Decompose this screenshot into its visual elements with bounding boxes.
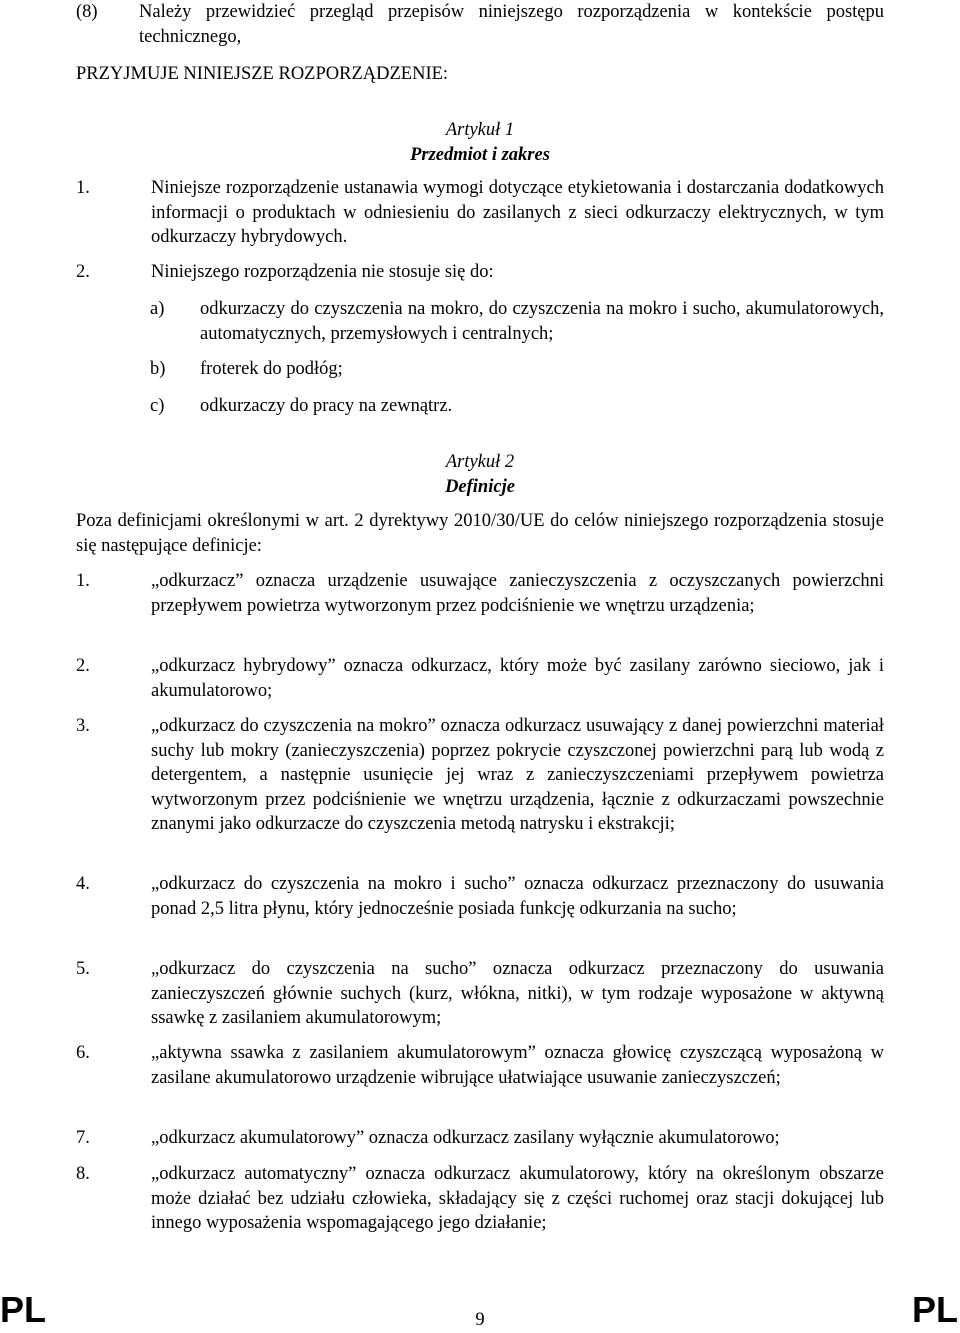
article-2-title: Definicje: [445, 477, 515, 497]
page-number: 9: [475, 1310, 485, 1330]
article-1-heading: Artykuł 1: [445, 120, 515, 140]
article-2-heading: Artykuł 2: [445, 452, 515, 472]
article-2-intro: Poza definicjami określonymi w art. 2 dyrektywy 2010/30/UE do celów niniejszego rozporządzenia stosuje się następujące definicje:: [76, 511, 884, 556]
recital-text: Należy przewidzieć przegląd przepisów niniejszego rozporządzenia w kontekście postępu technicznego,: [139, 2, 884, 47]
adoption-formula: PRZYJMUJE NINIEJSZE ROZPORZĄDZENIE:: [76, 64, 449, 84]
document-page: (8) Należy przewidzieć przegląd przepisów niniejszego rozporządzenia w kontekście postępu technicznego, PRZYJMUJE NINIEJSZE ROZPORZĄDZENIE: Artykuł 1 Przedmiot i zakres 1. Niniejsze rozporządzenie ustanawia wymogi dotyczące etykietowania i dostarczania dodatkowych informacji o produktach w odniesieniu do zasilanych z sieci odkurzaczy elektrycznych, w tym odkurzaczy hybrydowych. 2. Niniejszego rozporządzenia nie stosuje się do: a) odkurzaczy do czyszczenia na mokro, do czyszczenia na mokro i sucho, akumulatorowych, automatycznych, przemysłowych i centralnych; b) froterek do podłóg; c) odkurzaczy do pracy na zewnątrz. Artykuł 2 Definicje Poza definicjami określonymi w art. 2 dyrektywy 2010/30/UE do celów niniejszego rozporządzenia stosuje się następujące definicje: 1. „odkurzacz” oznacza urządzenie usuwające zanieczyszczenia z oczyszczanych powierzchni przepływem powietrza wytworzonym przez podciśnienie we wnętrzu urządzenia; 2. „odkurzacz hybrydowy” oznacza odkurzacz, który może być zasilany zarówno sieciowo, jak i akumulatorowo; 3. „odkurzacz do czyszczenia na mokro” oznacza odkurzacz usuwający z danej powierzchni materiał suchy lub mokry (zanieczyszczenia) poprzez pokrycie czyszczonej powierzchni parą lub wodą z detergentem, a następnie usunięcie jej wraz z zanieczyszczeniami przepływem powietrza wytworzonym przez podciśnienie we wnętrzu urządzenia, łącznie z odkurzaczami powszechnie znanymi jako odkurzacze do czyszczenia metodą natrysku i ekstrakcji; 4. „odkurzacz do czyszczenia na mokro i sucho” oznacza odkurzacz przeznaczony do usuwania ponad 2,5 litra płynu, który jednocześnie posiada funkcję odkurzania na sucho; 5. „odkurzacz do czyszczenia na sucho” oznacza odkurzacz przeznaczony do usuwania zanieczyszczeń głównie suchych (kurz, włókna, nitki), w tym rodzaje wyposażone w aktywną ssawkę z zasilaniem akumulatorowym; 6. „aktywna ssawka z zasilaniem akumulatorowym” oznacza głowicę czyszczącą wyposażoną w zasilane akumulatorowo urządzenie wibrujące ułatwiające usuwanie zanieczyszczeń; 7. „odkurzacz akumulatorowy” oznacza odkurzacz zasilany wyłącznie akumulatorowo; 8. „odkurzacz automatyczny” oznacza odkurzacz akumulatorowy, który na określonym obszarze może działać bez udziału człowieka, składający się z części ruchomej oraz stacji dokującej lub innego wyposażenia wspomagającego jego działanie; PL 9 PL: [0, 0, 960, 1330]
footer-language-right: PL: [911, 1289, 958, 1330]
footer-language-left: PL: [0, 1289, 47, 1330]
article-1-title: Przedmiot i zakres: [410, 145, 550, 165]
recital-number: (8): [76, 2, 98, 22]
